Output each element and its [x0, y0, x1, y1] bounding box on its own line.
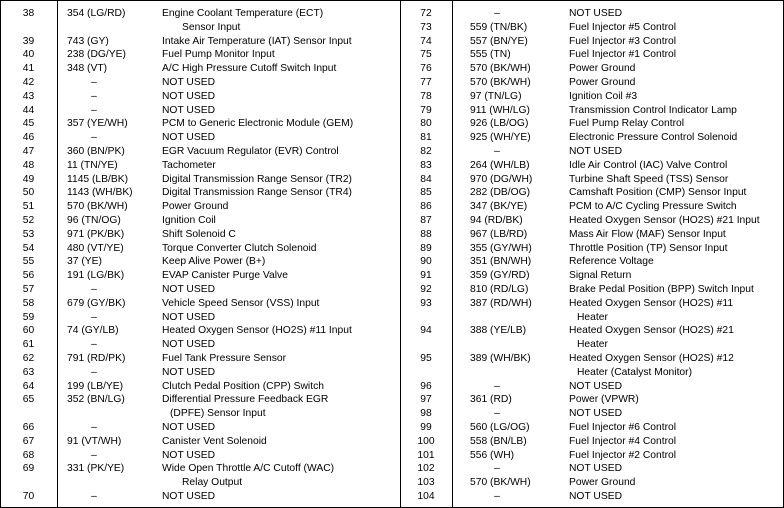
- right-circuit: –: [494, 146, 500, 157]
- left-pin-number: 48: [22, 159, 35, 171]
- left-function-text: Shift Solenoid C: [162, 228, 236, 240]
- right-circuit: –: [494, 491, 500, 502]
- right-function-text: Fuel Injector #5 Control: [569, 21, 677, 33]
- right-pin-number: 92: [420, 284, 432, 295]
- left-pin-number: 38: [22, 8, 35, 19]
- left-pin-number: 61: [22, 339, 35, 351]
- right-circuit: –: [494, 380, 500, 392]
- right-function-text: NOT USED: [569, 380, 623, 392]
- right-function-text: Power Ground: [569, 77, 636, 88]
- right-circuit: 570 (BK/WH): [470, 63, 531, 75]
- left-pin-number: 41: [22, 63, 35, 75]
- left-pin-number: 42: [22, 77, 35, 88]
- right-function-text: Fuel Injector #6 Control: [569, 422, 677, 433]
- left-pin-number: 44: [22, 104, 35, 116]
- left-circuit: 1143 (WH/BK): [67, 187, 133, 199]
- right-circuit: 389 (WH/BK): [470, 353, 531, 364]
- right-circuit: 94 (RD/BK): [470, 215, 523, 226]
- right-pin-number: 100: [417, 435, 435, 447]
- right-circuit: 926 (LB/OG): [470, 118, 529, 130]
- left-function-text: Engine Coolant Temperature (ECT): [162, 8, 324, 19]
- right-function-text: Fuel Injector #1 Control: [569, 49, 677, 61]
- right-function-text: Idle Air Control (IAC) Valve Control: [569, 159, 728, 171]
- left-circuit: 37 (YE): [67, 256, 102, 268]
- left-pin-number: 45: [22, 118, 35, 130]
- right-pin-number: 95: [420, 353, 432, 364]
- left-pin-number: 57: [22, 284, 35, 295]
- right-function-text: NOT USED: [569, 146, 623, 157]
- left-pin-number: 64: [22, 380, 35, 392]
- right-circuit: 810 (RD/LG): [470, 284, 529, 295]
- right-circuit: –: [494, 408, 500, 420]
- left-circuit: –: [91, 77, 97, 88]
- left-pin-number: 60: [22, 325, 35, 337]
- left-circuit: 352 (BN/LG): [67, 394, 125, 406]
- right-function-text: Power Ground: [569, 477, 636, 489]
- left-circuit: 354 (LG/RD): [67, 8, 126, 19]
- left-circuit: 199 (LB/YE): [67, 380, 124, 392]
- left-circuit: –: [91, 366, 97, 378]
- right-function-text: NOT USED: [569, 463, 623, 475]
- left-pin-number: 59: [22, 311, 35, 323]
- left-circuit: –: [91, 491, 97, 502]
- left-function-text: Keep Alive Power (B+): [162, 256, 266, 268]
- right-pin-number: 89: [420, 242, 432, 254]
- left-pin-number: 68: [22, 449, 35, 461]
- right-pin-number: 98: [420, 408, 432, 420]
- right-pin-number: 102: [417, 463, 435, 475]
- left-circuit: 91 (VT/WH): [67, 435, 122, 447]
- right-circuit: 570 (BK/WH): [470, 77, 531, 88]
- left-function-text: Heated Oxygen Sensor (HO2S) #11 Input: [162, 325, 352, 337]
- left-pin-number: 58: [22, 297, 35, 309]
- column-divider: [452, 0, 453, 508]
- right-pin-number: 94: [420, 325, 432, 337]
- left-circuit: 357 (YE/WH): [67, 118, 128, 130]
- left-circuit: –: [91, 132, 97, 144]
- right-function-text: Ignition Coil #3: [569, 90, 638, 102]
- left-circuit: 238 (DG/YE): [67, 49, 126, 61]
- right-pin-number: 96: [420, 380, 432, 392]
- left-function-text: Fuel Pump Monitor Input: [162, 49, 275, 61]
- right-circuit: 911 (WH/LG): [470, 104, 530, 116]
- right-pin-number: 83: [420, 159, 432, 171]
- left-circuit: 480 (VT/YE): [67, 242, 124, 254]
- right-function-text: Heated Oxygen Sensor (HO2S) #21: [569, 325, 734, 337]
- left-function-text: Intake Air Temperature (IAT) Sensor Input: [162, 35, 352, 47]
- left-function-text: Canister Vent Solenoid: [162, 435, 267, 447]
- left-pin-number: 63: [22, 366, 35, 378]
- right-circuit: 97 (TN/LG): [470, 90, 522, 102]
- right-circuit: 351 (BN/WH): [470, 256, 532, 268]
- right-pin-number: 76: [420, 63, 432, 75]
- left-pin-number: 47: [22, 146, 35, 157]
- left-pin-number: 46: [22, 132, 35, 144]
- left-circuit: 570 (BK/WH): [67, 201, 128, 213]
- right-circuit: 388 (YE/LB): [470, 325, 527, 337]
- left-function-text: NOT USED: [162, 449, 216, 461]
- right-function-text: Fuel Injector #4 Control: [569, 435, 677, 447]
- left-pin-number: 39: [22, 35, 35, 47]
- right-pin-number: 103: [417, 477, 435, 489]
- left-pin-number: 49: [22, 173, 35, 185]
- right-function-text: Transmission Control Indicator Lamp: [569, 104, 737, 116]
- right-pin-number: 104: [417, 491, 435, 502]
- left-pin-number: 53: [22, 228, 35, 240]
- right-function-text: Fuel Pump Relay Control: [569, 118, 685, 130]
- left-function-text: PCM to Generic Electronic Module (GEM): [162, 118, 354, 130]
- left-circuit: –: [91, 311, 97, 323]
- left-function-text: Tachometer: [162, 159, 216, 171]
- left-function-text: NOT USED: [162, 491, 216, 502]
- left-function-text: NOT USED: [162, 104, 216, 116]
- right-circuit: 970 (DG/WH): [470, 173, 533, 185]
- left-circuit: –: [91, 90, 97, 102]
- left-function-text: Differential Pressure Feedback EGR: [162, 394, 329, 406]
- right-circuit: 264 (WH/LB): [470, 159, 530, 171]
- left-circuit: –: [91, 449, 97, 461]
- right-pin-number: 86: [420, 201, 432, 213]
- right-function-text: Turbine Shaft Speed (TSS) Sensor: [569, 173, 729, 185]
- right-function-text: Heated Oxygen Sensor (HO2S) #21 Input: [569, 215, 760, 226]
- left-pin-number: 51: [22, 201, 35, 213]
- right-circuit: 557 (BN/YE): [470, 35, 528, 47]
- left-circuit: 1145 (LB/BK): [67, 173, 129, 185]
- left-pin-number: 54: [22, 242, 35, 254]
- left-function-text: EGR Vacuum Regulator (EVR) Control: [162, 146, 339, 157]
- left-circuit: 331 (PK/YE): [67, 463, 125, 475]
- right-pin-number: 78: [420, 90, 432, 102]
- left-function-text: NOT USED: [162, 422, 216, 433]
- right-pin-number: 85: [420, 187, 432, 199]
- right-function-text: Power Ground: [569, 63, 636, 75]
- left-function-text: Sensor Input: [182, 21, 241, 33]
- right-function-text: Electronic Pressure Control Solenoid: [569, 132, 738, 144]
- right-function-text: Heater: [577, 311, 608, 323]
- left-pin-number: 50: [22, 187, 35, 199]
- right-pin-number: 82: [420, 146, 432, 157]
- right-function-text: Fuel Injector #3 Control: [569, 35, 677, 47]
- left-pin-number: 40: [22, 49, 35, 61]
- left-pin-number: 67: [22, 435, 35, 447]
- left-function-text: NOT USED: [162, 311, 216, 323]
- left-pin-number: 43: [22, 90, 35, 102]
- right-pin-number: 88: [420, 228, 432, 240]
- left-function-text: Relay Output: [182, 477, 243, 489]
- right-function-text: PCM to A/C Cycling Pressure Switch: [569, 201, 737, 213]
- left-function-text: Fuel Tank Pressure Sensor: [162, 353, 287, 364]
- left-pin-number: 62: [22, 353, 35, 364]
- right-pin-number: 81: [420, 132, 432, 144]
- left-function-text: NOT USED: [162, 366, 216, 378]
- left-circuit: –: [91, 284, 97, 295]
- right-pin-number: 99: [420, 422, 432, 433]
- left-function-text: NOT USED: [162, 77, 216, 88]
- right-function-text: Heater (Catalyst Monitor): [577, 366, 693, 378]
- left-function-text: Digital Transmission Range Sensor (TR4): [162, 187, 352, 199]
- right-pin-number: 79: [420, 104, 432, 116]
- right-circuit: 925 (WH/YE): [470, 132, 531, 144]
- right-circuit: 560 (LG/OG): [470, 422, 530, 433]
- left-circuit: 96 (TN/OG): [67, 215, 121, 226]
- right-function-text: Throttle Position (TP) Sensor Input: [569, 242, 728, 254]
- left-pin-number: 55: [22, 256, 35, 268]
- right-function-text: Fuel Injector #2 Control: [569, 449, 677, 461]
- left-circuit: –: [91, 104, 97, 116]
- right-circuit: 556 (WH): [470, 449, 515, 461]
- right-pin-number: 73: [420, 21, 432, 33]
- right-pin-number: 101: [417, 449, 435, 461]
- left-pin-number: 56: [22, 270, 35, 282]
- left-circuit: –: [91, 422, 97, 433]
- right-circuit: 558 (BN/LB): [470, 435, 527, 447]
- left-pin-number: 69: [22, 463, 35, 475]
- left-function-text: Torque Converter Clutch Solenoid: [162, 242, 317, 254]
- left-function-text: Vehicle Speed Sensor (VSS) Input: [162, 297, 320, 309]
- right-circuit: 361 (RD): [470, 394, 512, 406]
- left-function-text: (DPFE) Sensor Input: [170, 408, 266, 420]
- left-function-text: Ignition Coil: [162, 215, 216, 226]
- left-function-text: NOT USED: [162, 132, 216, 144]
- right-function-text: Mass Air Flow (MAF) Sensor Input: [569, 228, 726, 240]
- right-function-text: Heater: [577, 339, 608, 351]
- left-function-text: Digital Transmission Range Sensor (TR2): [162, 173, 352, 185]
- right-pin-number: 72: [420, 8, 432, 19]
- right-circuit: 355 (GY/WH): [470, 242, 532, 254]
- right-pin-number: 74: [420, 35, 432, 47]
- left-circuit: 348 (VT): [67, 63, 108, 75]
- right-function-text: Power (VPWR): [569, 394, 639, 406]
- right-pin-number: 77: [420, 77, 432, 88]
- right-function-text: Camshaft Position (CMP) Sensor Input: [569, 187, 747, 199]
- left-function-text: Wide Open Throttle A/C Cutoff (WAC): [162, 463, 335, 475]
- right-pin-number: 90: [420, 256, 432, 268]
- left-circuit: 74 (GY/LB): [67, 325, 119, 337]
- left-function-text: EVAP Canister Purge Valve: [162, 270, 288, 282]
- left-function-text: NOT USED: [162, 284, 216, 295]
- right-pin-number: 87: [420, 215, 432, 226]
- left-circuit: –: [91, 339, 97, 351]
- right-function-text: Signal Return: [569, 270, 632, 282]
- left-function-text: NOT USED: [162, 339, 216, 351]
- right-circuit: 359 (GY/RD): [470, 270, 530, 282]
- right-pin-number: 80: [420, 118, 432, 130]
- left-circuit: 360 (BN/PK): [67, 146, 125, 157]
- left-circuit: 971 (PK/BK): [67, 228, 125, 240]
- left-pin-number: 65: [22, 394, 35, 406]
- left-function-text: NOT USED: [162, 90, 216, 102]
- left-pin-number: 52: [22, 215, 35, 226]
- left-circuit: 191 (LG/BK): [67, 270, 125, 282]
- right-circuit: 967 (LB/RD): [470, 228, 528, 240]
- left-function-text: Power Ground: [162, 201, 229, 213]
- right-pin-number: 84: [420, 173, 432, 185]
- right-pin-number: 91: [420, 270, 432, 282]
- right-circuit: 570 (BK/WH): [470, 477, 531, 489]
- left-pin-number: 66: [22, 422, 35, 433]
- right-function-text: NOT USED: [569, 8, 623, 19]
- left-function-text: A/C High Pressure Cutoff Switch Input: [162, 63, 337, 75]
- left-pin-number: 70: [22, 491, 35, 502]
- left-circuit: 791 (RD/PK): [67, 353, 126, 364]
- left-circuit: 11 (TN/YE): [67, 159, 118, 171]
- column-divider: [57, 0, 58, 508]
- right-circuit: 555 (TN): [470, 49, 511, 61]
- right-function-text: NOT USED: [569, 408, 623, 420]
- right-function-text: Reference Voltage: [569, 256, 654, 268]
- right-function-text: NOT USED: [569, 491, 623, 502]
- right-circuit: –: [494, 8, 500, 19]
- right-pin-number: 75: [420, 49, 432, 61]
- right-pin-number: 97: [420, 394, 432, 406]
- right-circuit: –: [494, 463, 500, 475]
- right-circuit: 282 (DB/OG): [470, 187, 531, 199]
- right-circuit: 559 (TN/BK): [470, 21, 528, 33]
- right-circuit: 347 (BK/YE): [470, 201, 528, 213]
- left-function-text: Clutch Pedal Position (CPP) Switch: [162, 380, 324, 392]
- right-circuit: 387 (RD/WH): [470, 297, 532, 309]
- right-function-text: Brake Pedal Position (BPP) Switch Input: [569, 284, 754, 295]
- right-function-text: Heated Oxygen Sensor (HO2S) #12: [569, 353, 734, 364]
- right-pin-number: 93: [420, 297, 432, 309]
- left-circuit: 679 (GY/BK): [67, 297, 126, 309]
- right-function-text: Heated Oxygen Sensor (HO2S) #11: [569, 297, 734, 309]
- left-circuit: 743 (GY): [67, 35, 109, 47]
